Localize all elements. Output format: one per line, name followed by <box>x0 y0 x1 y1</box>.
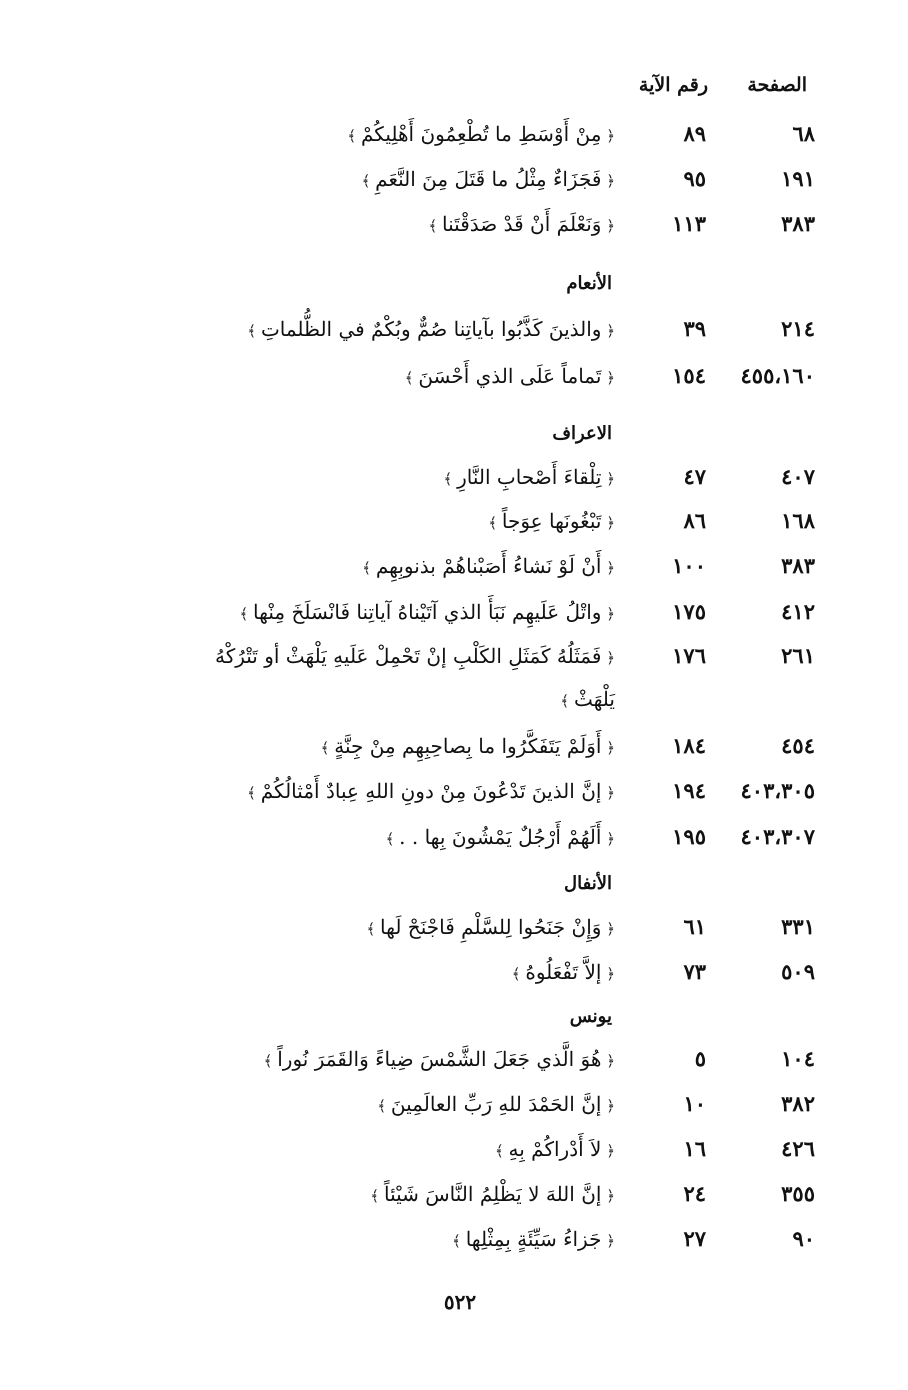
verse-excerpt <box>80 818 615 858</box>
page-reference: ٣٣١ <box>781 914 815 939</box>
open-bracket-ornament: ﴿ <box>601 369 615 387</box>
index-row <box>0 772 908 810</box>
close-bracket-ornament: ﴾ <box>362 559 376 577</box>
ayah-number: ١٥٤ <box>672 363 706 388</box>
page-reference: ١٠٤ <box>781 1046 815 1071</box>
page-reference: ١٩١ <box>781 166 815 191</box>
open-bracket-ornament: ﴿ <box>601 920 615 938</box>
page-reference: ٤٠٣،٣٠٥ <box>740 778 815 803</box>
ayah-number: ٣٩ <box>683 316 706 341</box>
ayah-number: ١٩٤ <box>672 778 706 803</box>
close-bracket-ornament: ﴾ <box>320 739 335 757</box>
open-bracket-ornament: ﴿ <box>601 649 615 667</box>
verse-excerpt <box>80 458 615 498</box>
ayah-number: ٢٤ <box>683 1181 706 1206</box>
close-bracket-ornament: ﴾ <box>247 784 261 802</box>
close-bracket-ornament: ﴾ <box>428 217 443 235</box>
open-bracket-ornament: ﴿ <box>601 470 615 488</box>
index-row <box>0 908 908 946</box>
open-bracket-ornament: ﴿ <box>601 322 615 340</box>
verse-excerpt <box>80 357 615 397</box>
open-bracket-ornament: ﴿ <box>601 1052 615 1070</box>
page-reference: ٩٠ <box>792 1226 815 1251</box>
ayah-number: ١٧٥ <box>672 599 706 624</box>
close-bracket-ornament: ﴾ <box>366 920 381 938</box>
index-row-continuation <box>0 680 908 718</box>
page-reference: ٤٠٣،٣٠٧ <box>740 824 815 849</box>
open-bracket-ornament: ﴿ <box>601 784 615 802</box>
verse-excerpt <box>80 547 615 587</box>
verse-text: فَجَزَاءٌ مِثْلُ ما قَتَلَ مِنَ النَّعَمِ <box>375 167 602 191</box>
verse-excerpt <box>80 953 615 993</box>
index-row <box>0 502 908 540</box>
verse-excerpt <box>80 1040 615 1080</box>
close-bracket-ornament: ﴾ <box>247 322 261 340</box>
page-reference: ٢٦١ <box>781 643 815 668</box>
open-bracket-ornament: ﴿ <box>601 830 615 848</box>
verse-text: أَلَهُمْ أَرْجُلٌ يَمْشُونَ بِها . . <box>399 825 602 849</box>
close-bracket-ornament: ﴾ <box>385 830 400 848</box>
page-reference: ٦٨ <box>792 121 815 146</box>
ayah-number: ٤٧ <box>683 464 706 489</box>
index-row <box>0 458 908 496</box>
ayah-number: ١٠٠ <box>672 553 706 578</box>
ayah-number: ٢٧ <box>683 1226 706 1251</box>
close-bracket-ornament: ﴾ <box>347 127 361 145</box>
verse-excerpt <box>80 502 615 542</box>
verse-text: تَبْغُونَها عِوَجاً <box>501 509 602 533</box>
verse-text: والذينَ كَذَّبُوا بآياتِنا صُمٌّ وبُكْمٌ في الظُّلماتِ <box>260 317 602 341</box>
verse-excerpt <box>80 593 615 633</box>
verse-text: وَنَعْلَمَ أَنْ قَدْ صَدَقْتَنا <box>442 212 602 236</box>
verse-excerpt <box>80 1130 615 1170</box>
open-bracket-ornament: ﴿ <box>601 1232 615 1250</box>
close-bracket-ornament: ﴾ <box>404 369 419 387</box>
index-row <box>0 1085 908 1123</box>
index-row <box>0 637 908 675</box>
page-number: ٥٢٢ <box>443 1290 477 1314</box>
verse-text: إنَّ الحَمْدَ للهِ رَبِّ العالَمِينَ <box>390 1092 602 1116</box>
ayah-number: ١٧٦ <box>672 643 706 668</box>
verse-text: واتْلُ عَلَيهِم نَبَأَ الذي آتَيْناهُ آياتِنا فَانْسَلَخَ مِنْها <box>253 600 602 624</box>
ayah-number: ٨٦ <box>683 508 706 533</box>
verse-text: إنَّ الذينَ تَدْعُونَ مِنْ دونِ اللهِ عِبادٌ أَمْثالُكُمْ <box>260 779 602 803</box>
close-bracket-ornament: ﴾ <box>263 1052 278 1070</box>
page-reference: ٤١٢ <box>781 599 815 624</box>
close-bracket-ornament: ﴾ <box>239 605 254 623</box>
ayah-number: ١٩٥ <box>672 824 706 849</box>
close-bracket-ornament: ﴾ <box>443 470 458 488</box>
surah-heading: الأنعام <box>566 273 612 294</box>
verse-excerpt <box>80 1085 615 1125</box>
ayah-number: ١٦ <box>683 1136 706 1161</box>
index-row <box>0 205 908 243</box>
verse-excerpt <box>80 115 615 155</box>
close-bracket-ornament: ﴾ <box>511 965 526 983</box>
page-reference: ٣٥٥ <box>781 1181 815 1206</box>
ayah-number: ٦١ <box>683 914 706 939</box>
verse-excerpt <box>80 772 615 812</box>
verse-text: هُوَ الَّذي جَعَلَ الشَّمْسَ ضِياءً وَالقَمَرَ نُوراً <box>277 1047 602 1071</box>
verse-excerpt <box>80 727 615 767</box>
index-row <box>0 310 908 348</box>
close-bracket-ornament: ﴾ <box>560 692 574 710</box>
index-row <box>0 547 908 585</box>
close-bracket-ornament: ﴾ <box>488 514 502 532</box>
close-bracket-ornament: ﴾ <box>370 1187 384 1205</box>
page-reference: ٤٠٧ <box>781 464 815 489</box>
ayah-column-header: رقم الآية <box>638 74 708 96</box>
close-bracket-ornament: ﴾ <box>361 172 376 190</box>
verse-text: إلاَّ تَفْعَلُوهُ <box>525 960 602 984</box>
index-row <box>0 1175 908 1213</box>
open-bracket-ornament: ﴿ <box>601 217 615 235</box>
open-bracket-ornament: ﴿ <box>601 965 615 983</box>
open-bracket-ornament: ﴿ <box>601 514 615 532</box>
page-reference: ٢١٤ <box>781 316 815 341</box>
index-row <box>0 1220 908 1258</box>
index-row <box>0 818 908 856</box>
verse-excerpt <box>80 1220 615 1260</box>
open-bracket-ornament: ﴿ <box>601 1142 615 1160</box>
close-bracket-ornament: ﴾ <box>377 1097 391 1115</box>
verse-text: تَماماً عَلَى الذي أَحْسَنَ <box>418 364 602 388</box>
ayah-number: ٩٥ <box>683 166 706 191</box>
open-bracket-ornament: ﴿ <box>601 1097 615 1115</box>
surah-heading: الأنفال <box>564 873 612 894</box>
open-bracket-ornament: ﴿ <box>601 739 615 757</box>
page-reference: ٣٨٣ <box>781 211 815 236</box>
verse-text: وَإِنْ جَنَحُوا لِلسَّلْمِ فَاجْنَحْ لَها <box>380 915 602 939</box>
index-row <box>0 953 908 991</box>
ayah-number: ٧٣ <box>683 959 706 984</box>
page-reference: ٤٥٥،١٦٠ <box>740 363 815 388</box>
index-row <box>0 160 908 198</box>
close-bracket-ornament: ﴾ <box>494 1142 509 1160</box>
index-row <box>0 357 908 395</box>
index-row <box>0 727 908 765</box>
verse-text: جَزاءُ سَيِّئَةٍ بِمِثْلِها <box>465 1227 602 1251</box>
verse-excerpt-continuation <box>80 680 615 720</box>
page-reference: ٤٥٤ <box>781 733 815 758</box>
verse-text: يَلْهَثْ <box>573 687 615 711</box>
page-column-header: الصفحة <box>747 74 807 96</box>
ayah-number: ٥ <box>694 1046 706 1071</box>
verse-text: أَوَلَمْ يَتَفَكَّرُوا ما بِصاحِبِهِم مِنْ جِنَّةٍ <box>334 734 602 758</box>
verse-excerpt <box>80 310 615 350</box>
ayah-number: ٨٩ <box>683 121 706 146</box>
open-bracket-ornament: ﴿ <box>601 127 615 145</box>
page-reference: ٣٨٢ <box>781 1091 815 1116</box>
ayah-number: ١١٣ <box>672 211 706 236</box>
open-bracket-ornament: ﴿ <box>601 1187 615 1205</box>
ayah-number: ١٨٤ <box>672 733 706 758</box>
verse-excerpt <box>80 205 615 245</box>
index-row <box>0 593 908 631</box>
index-row <box>0 1130 908 1168</box>
verse-excerpt <box>80 637 615 677</box>
ayah-number: ١٠ <box>683 1091 706 1116</box>
verse-text: تِلْقاءَ أَصْحابِ النَّارِ <box>457 465 602 489</box>
close-bracket-ornament: ﴾ <box>452 1232 466 1250</box>
page-reference: ٤٢٦ <box>781 1136 815 1161</box>
verse-excerpt <box>80 908 615 948</box>
surah-heading: يونس <box>569 1006 612 1027</box>
verse-excerpt <box>80 1175 615 1215</box>
verse-text: فَمَثَلُهُ كَمَثَلِ الكَلْبِ إنْ تَحْمِلْ عَلَيهِ يَلْهَثْ أو تَتْرُكْهُ <box>214 644 602 668</box>
verse-text: أَنْ لَوْ نَشاءُ أَصَبْناهُمْ بذنوبِهِم <box>375 554 602 578</box>
page-reference: ١٦٨ <box>781 508 815 533</box>
verse-text: إنَّ اللهَ لا يَظْلِمُ النَّاسَ شَيْئاً <box>383 1182 602 1206</box>
index-row <box>0 115 908 153</box>
verse-text: لاَ أَدْراكُمْ بِهِ <box>508 1137 602 1161</box>
open-bracket-ornament: ﴿ <box>601 559 615 577</box>
index-row <box>0 1040 908 1078</box>
open-bracket-ornament: ﴿ <box>601 172 615 190</box>
page-reference: ٥٠٩ <box>781 959 815 984</box>
surah-heading: الاعراف <box>552 423 612 444</box>
open-bracket-ornament: ﴿ <box>601 605 615 623</box>
page-reference: ٣٨٣ <box>781 553 815 578</box>
verse-excerpt <box>80 160 615 200</box>
verse-text: مِنْ أَوْسَطِ ما تُطْعِمُونَ أَهْلِيكُمْ <box>360 122 602 146</box>
